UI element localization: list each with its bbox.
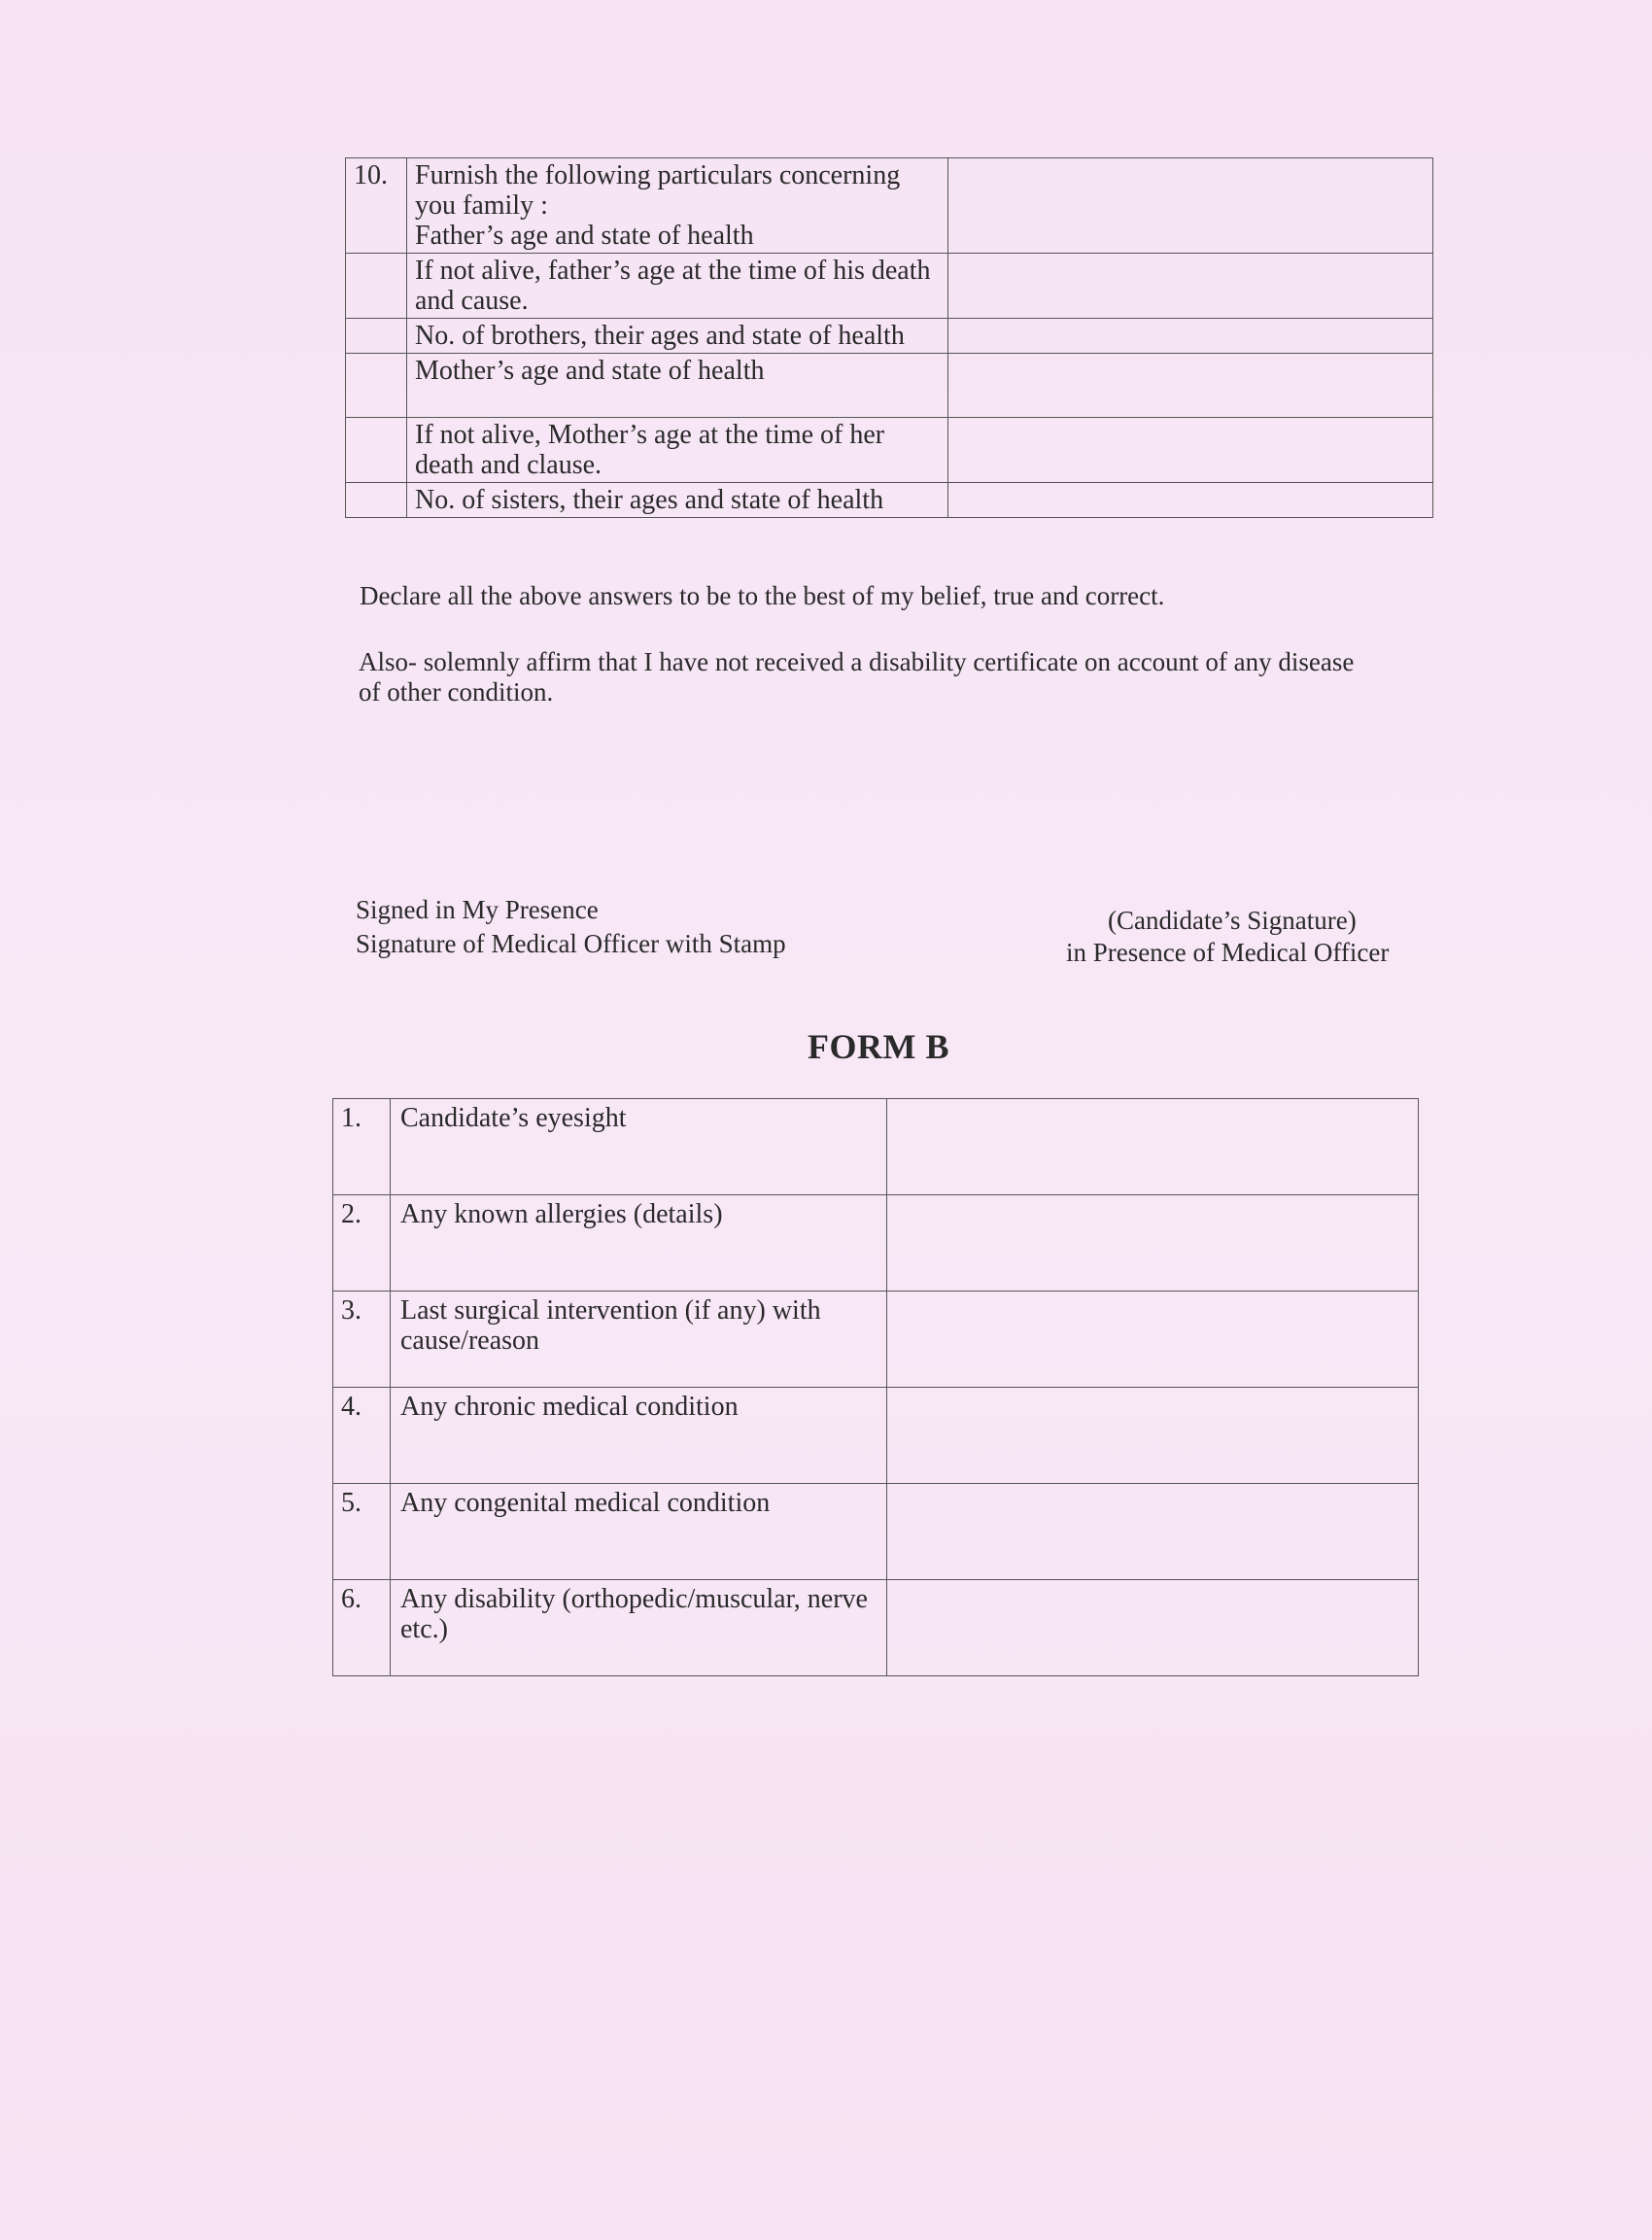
question-cell: Any congenital medical condition <box>391 1484 887 1580</box>
table-row <box>333 1484 1419 1580</box>
form-b-title: FORM B <box>808 1027 949 1066</box>
row-number: 1. <box>333 1099 391 1195</box>
answer-cell[interactable] <box>948 319 1433 354</box>
question-cell: Any known allergies (details) <box>391 1195 887 1292</box>
answer-cell[interactable] <box>948 158 1433 254</box>
affirmation-text: Also- solemnly affirm that I have not received a disability certificate on account of any disease of other condition. <box>359 647 1355 706</box>
row-number: 10. <box>346 158 407 254</box>
question-cell: Candidate’s eyesight <box>391 1099 887 1195</box>
question-cell: Furnish the following particulars concerning you family : Father’s age and state of health <box>407 158 948 254</box>
table-row <box>333 1195 1419 1292</box>
row-number: 5. <box>333 1484 391 1580</box>
answer-cell[interactable] <box>948 354 1433 418</box>
table-row <box>346 254 1433 319</box>
table-row <box>346 354 1433 418</box>
answer-cell[interactable] <box>948 418 1433 483</box>
signed-in-presence-label: Signed in My Presence <box>356 895 599 924</box>
row-number <box>346 254 407 319</box>
row-number: 2. <box>333 1195 391 1292</box>
table-row <box>346 483 1433 518</box>
question-cell: If not alive, Mother’s age at the time of her death and clause. <box>407 418 948 483</box>
table-row <box>346 319 1433 354</box>
row-number: 4. <box>333 1388 391 1484</box>
candidate-presence-label: in Presence of Medical Officer <box>1066 938 1390 967</box>
row-number <box>346 319 407 354</box>
form-b-table <box>332 1098 1419 1676</box>
question-cell: Any chronic medical condition <box>391 1388 887 1484</box>
answer-cell[interactable] <box>887 1099 1419 1195</box>
table-row <box>346 418 1433 483</box>
table-row <box>333 1388 1419 1484</box>
answer-cell[interactable] <box>887 1388 1419 1484</box>
declaration-text: Declare all the above answers to be to the best of my belief, true and correct. <box>360 581 1165 610</box>
row-number: 6. <box>333 1580 391 1676</box>
answer-cell[interactable] <box>887 1580 1419 1676</box>
medical-officer-signature-label: Signature of Medical Officer with Stamp <box>356 929 786 958</box>
answer-cell[interactable] <box>948 483 1433 518</box>
question-cell: Mother’s age and state of health <box>407 354 948 418</box>
row-number: 3. <box>333 1292 391 1388</box>
answer-cell[interactable] <box>887 1484 1419 1580</box>
question-cell: No. of brothers, their ages and state of health <box>407 319 948 354</box>
row-number <box>346 418 407 483</box>
candidate-signature-label: (Candidate’s Signature) <box>1108 906 1357 935</box>
table-row <box>333 1099 1419 1195</box>
question-cell: Any disability (orthopedic/muscular, nerve etc.) <box>391 1580 887 1676</box>
row-number <box>346 354 407 418</box>
question-cell: Last surgical intervention (if any) with cause/reason <box>391 1292 887 1388</box>
answer-cell[interactable] <box>887 1292 1419 1388</box>
answer-cell[interactable] <box>948 254 1433 319</box>
table-row <box>346 158 1433 254</box>
table-row <box>333 1580 1419 1676</box>
table-row <box>333 1292 1419 1388</box>
family-particulars-table <box>345 157 1433 518</box>
answer-cell[interactable] <box>887 1195 1419 1292</box>
question-cell: If not alive, father’s age at the time of his death and cause. <box>407 254 948 319</box>
question-cell: No. of sisters, their ages and state of health <box>407 483 948 518</box>
row-number <box>346 483 407 518</box>
